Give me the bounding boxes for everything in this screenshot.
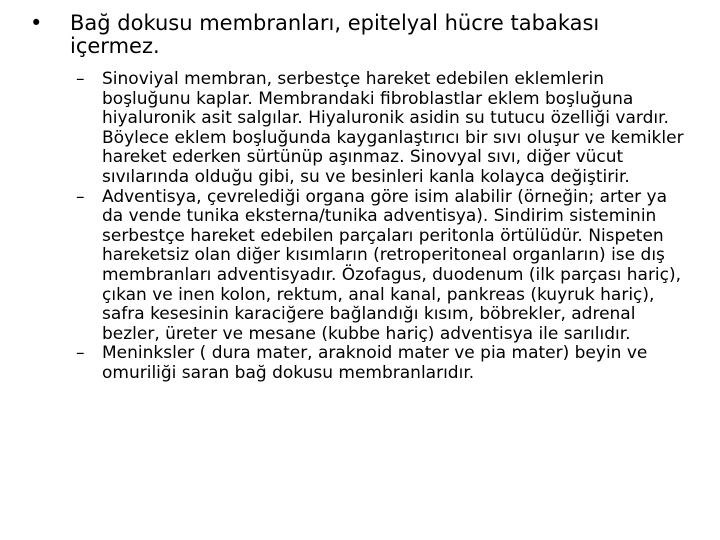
sub-item-synovial-membrane [76, 70, 686, 188]
sub-item-text: Adventisya, çevrelediği organa göre isim alabilir (örneğin; arter ya da vende tunika eksterna/tunika adventisya). Sindirim sisteminin serbestçe hareket edebilen parçaları peritonla örtülüdür. Nispeten hareketsiz olan diğer kısımların (retroperitoneal organların) ise dış membranları adventisyadır. Özofagus, duodenum (ilk parçası hariç), çıkan ve inen kolon, rektum, anal kanal, pankreas (kuyruk hariç), safra kesesinin karaciğere bağlandığı kısım, böbrekler, adrenal bezler, üreter ve mesane (kubbe hariç) adventisya ile sarılıdır. [102, 186, 682, 344]
sub-bullet-list [76, 70, 686, 384]
dash-marker: – [76, 186, 85, 207]
dash-marker: – [76, 69, 85, 89]
main-bullet-text: Bağ dokusu membranları, epitelyal hücre tabakası içermez. [70, 11, 600, 58]
bullet-marker: • [30, 11, 43, 35]
sub-item-text: Meninksler ( dura mater, araknoid mater ve pia mater) beyin ve omuriliği saran bağ dokusu membranlarıdır. [102, 343, 648, 383]
main-bullet [30, 12, 690, 58]
sub-item-adventitia [76, 188, 686, 345]
dash-marker: – [76, 343, 85, 364]
sub-item-meninges [76, 344, 686, 383]
sub-item-text: Sinoviyal membran, serbestçe hareket edebilen eklemlerin boşluğunu kaplar. Membrandaki fibroblastlar eklem boşluğuna hiyaluronik asit salgılar. Hiyaluronik asidin su tutucu özelliği vardır. Böylece eklem boşluğunda kayganlaştırıcı bir sıvı oluşur ve kemikler hareket ederken sürtünüp aşınmaz. Sinovyal sıvı, diğer vücut sıvılarında olduğu gibi, su ve besinleri kanla kolayca değiştirir. [102, 69, 684, 187]
